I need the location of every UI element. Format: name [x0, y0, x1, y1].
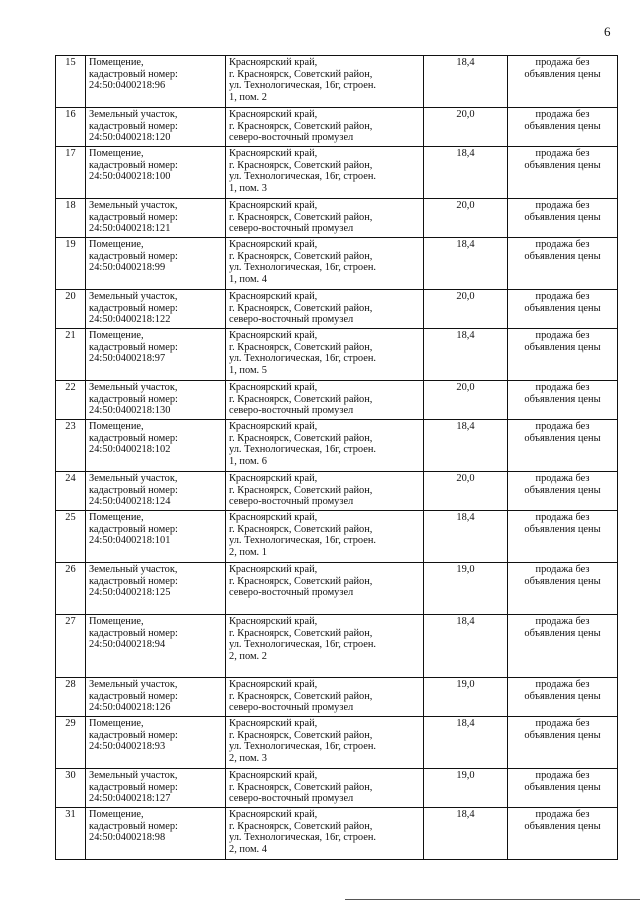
- row-number-cell: 16: [56, 108, 86, 147]
- address-cell: Красноярский край, г. Красноярск, Советский район, северо-восточный промузел: [226, 381, 424, 420]
- object-description-cell: Земельный участок, кадастровый номер: 24:50:0400218:125: [86, 563, 226, 615]
- sale-method-cell: продажа без объявления цены: [508, 199, 618, 238]
- sale-method-cell: продажа без объявления цены: [508, 381, 618, 420]
- table-row: [56, 808, 618, 860]
- object-description-cell: Помещение, кадастровый номер: 24:50:0400218:93: [86, 717, 226, 769]
- row-number-cell: 15: [56, 56, 86, 108]
- area-cell: 18,4: [424, 511, 508, 563]
- sale-method-cell: продажа без объявления цены: [508, 329, 618, 381]
- scan-edge-line: [345, 899, 640, 900]
- area-cell: 19,0: [424, 678, 508, 717]
- object-description-cell: Помещение, кадастровый номер: 24:50:0400218:97: [86, 329, 226, 381]
- table-row: [56, 472, 618, 511]
- area-cell: 19,0: [424, 563, 508, 615]
- table-row: [56, 108, 618, 147]
- row-number-cell: 17: [56, 147, 86, 199]
- address-cell: Красноярский край, г. Красноярск, Советский район, ул. Технологическая, 16г, строен. 2, пом. 2: [226, 615, 424, 678]
- object-description-cell: Помещение, кадастровый номер: 24:50:0400218:101: [86, 511, 226, 563]
- table-row: [56, 563, 618, 615]
- table-row: [56, 290, 618, 329]
- table-row: [56, 56, 618, 108]
- address-cell: Красноярский край, г. Красноярск, Советский район, ул. Технологическая, 16г, строен. 2, пом. 1: [226, 511, 424, 563]
- area-cell: 18,4: [424, 329, 508, 381]
- object-description-cell: Земельный участок, кадастровый номер: 24:50:0400218:127: [86, 769, 226, 808]
- sale-method-cell: продажа без объявления цены: [508, 472, 618, 511]
- sale-method-cell: продажа без объявления цены: [508, 615, 618, 678]
- row-number-cell: 21: [56, 329, 86, 381]
- area-cell: 18,4: [424, 808, 508, 860]
- area-cell: 20,0: [424, 290, 508, 329]
- area-cell: 18,4: [424, 147, 508, 199]
- address-cell: Красноярский край, г. Красноярск, Советский район, ул. Технологическая, 16г, строен. 2, пом. 4: [226, 808, 424, 860]
- area-cell: 20,0: [424, 472, 508, 511]
- address-cell: Красноярский край, г. Красноярск, Советский район, северо-восточный промузел: [226, 678, 424, 717]
- table-row: [56, 511, 618, 563]
- sale-method-cell: продажа без объявления цены: [508, 563, 618, 615]
- table-row: [56, 329, 618, 381]
- sale-method-cell: продажа без объявления цены: [508, 808, 618, 860]
- object-description-cell: Помещение, кадастровый номер: 24:50:0400218:96: [86, 56, 226, 108]
- property-table-body: [56, 56, 618, 860]
- object-description-cell: Помещение, кадастровый номер: 24:50:0400218:100: [86, 147, 226, 199]
- object-description-cell: Земельный участок, кадастровый номер: 24:50:0400218:120: [86, 108, 226, 147]
- address-cell: Красноярский край, г. Красноярск, Советский район, северо-восточный промузел: [226, 563, 424, 615]
- object-description-cell: Помещение, кадастровый номер: 24:50:0400218:99: [86, 238, 226, 290]
- sale-method-cell: продажа без объявления цены: [508, 108, 618, 147]
- address-cell: Красноярский край, г. Красноярск, Советский район, северо-восточный промузел: [226, 108, 424, 147]
- sale-method-cell: продажа без объявления цены: [508, 290, 618, 329]
- sale-method-cell: продажа без объявления цены: [508, 678, 618, 717]
- sale-method-cell: продажа без объявления цены: [508, 420, 618, 472]
- area-cell: 20,0: [424, 199, 508, 238]
- object-description-cell: Помещение, кадастровый номер: 24:50:0400218:102: [86, 420, 226, 472]
- table-row: [56, 199, 618, 238]
- sale-method-cell: продажа без объявления цены: [508, 56, 618, 108]
- address-cell: Красноярский край, г. Красноярск, Советский район, северо-восточный промузел: [226, 290, 424, 329]
- object-description-cell: Земельный участок, кадастровый номер: 24:50:0400218:126: [86, 678, 226, 717]
- address-cell: Красноярский край, г. Красноярск, Советский район, ул. Технологическая, 16г, строен. 1, пом. 4: [226, 238, 424, 290]
- area-cell: 18,4: [424, 615, 508, 678]
- area-cell: 18,4: [424, 56, 508, 108]
- sale-method-cell: продажа без объявления цены: [508, 769, 618, 808]
- address-cell: Красноярский край, г. Красноярск, Советский район, ул. Технологическая, 16г, строен. 1, пом. 5: [226, 329, 424, 381]
- object-description-cell: Земельный участок, кадастровый номер: 24:50:0400218:124: [86, 472, 226, 511]
- row-number-cell: 23: [56, 420, 86, 472]
- table-row: [56, 238, 618, 290]
- area-cell: 18,4: [424, 238, 508, 290]
- row-number-cell: 28: [56, 678, 86, 717]
- row-number-cell: 18: [56, 199, 86, 238]
- sale-method-cell: продажа без объявления цены: [508, 147, 618, 199]
- area-cell: 20,0: [424, 108, 508, 147]
- sale-method-cell: продажа без объявления цены: [508, 717, 618, 769]
- row-number-cell: 19: [56, 238, 86, 290]
- object-description-cell: Помещение, кадастровый номер: 24:50:0400218:94: [86, 615, 226, 678]
- object-description-cell: Земельный участок, кадастровый номер: 24:50:0400218:122: [86, 290, 226, 329]
- address-cell: Красноярский край, г. Красноярск, Советский район, ул. Технологическая, 16г, строен. 1, пом. 2: [226, 56, 424, 108]
- row-number-cell: 27: [56, 615, 86, 678]
- area-cell: 18,4: [424, 717, 508, 769]
- row-number-cell: 22: [56, 381, 86, 420]
- table-row: [56, 147, 618, 199]
- row-number-cell: 26: [56, 563, 86, 615]
- address-cell: Красноярский край, г. Красноярск, Советский район, ул. Технологическая, 16г, строен. 1, пом. 3: [226, 147, 424, 199]
- sale-method-cell: продажа без объявления цены: [508, 238, 618, 290]
- row-number-cell: 29: [56, 717, 86, 769]
- table-row: [56, 769, 618, 808]
- table-row: [56, 420, 618, 472]
- sale-method-cell: продажа без объявления цены: [508, 511, 618, 563]
- object-description-cell: Земельный участок, кадастровый номер: 24:50:0400218:121: [86, 199, 226, 238]
- object-description-cell: Помещение, кадастровый номер: 24:50:0400218:98: [86, 808, 226, 860]
- address-cell: Красноярский край, г. Красноярск, Советский район, ул. Технологическая, 16г, строен. 2, пом. 3: [226, 717, 424, 769]
- area-cell: 19,0: [424, 769, 508, 808]
- address-cell: Красноярский край, г. Красноярск, Советский район, северо-восточный промузел: [226, 472, 424, 511]
- area-cell: 18,4: [424, 420, 508, 472]
- row-number-cell: 31: [56, 808, 86, 860]
- row-number-cell: 20: [56, 290, 86, 329]
- table-row: [56, 381, 618, 420]
- area-cell: 20,0: [424, 381, 508, 420]
- table-row: [56, 678, 618, 717]
- address-cell: Красноярский край, г. Красноярск, Советский район, ул. Технологическая, 16г, строен. 1, пом. 6: [226, 420, 424, 472]
- page-number: 6: [604, 24, 611, 39]
- row-number-cell: 30: [56, 769, 86, 808]
- row-number-cell: 25: [56, 511, 86, 563]
- table-row: [56, 615, 618, 678]
- property-table: [55, 55, 618, 860]
- address-cell: Красноярский край, г. Красноярск, Советский район, северо-восточный промузел: [226, 769, 424, 808]
- object-description-cell: Земельный участок, кадастровый номер: 24:50:0400218:130: [86, 381, 226, 420]
- table-row: [56, 717, 618, 769]
- address-cell: Красноярский край, г. Красноярск, Советский район, северо-восточный промузел: [226, 199, 424, 238]
- row-number-cell: 24: [56, 472, 86, 511]
